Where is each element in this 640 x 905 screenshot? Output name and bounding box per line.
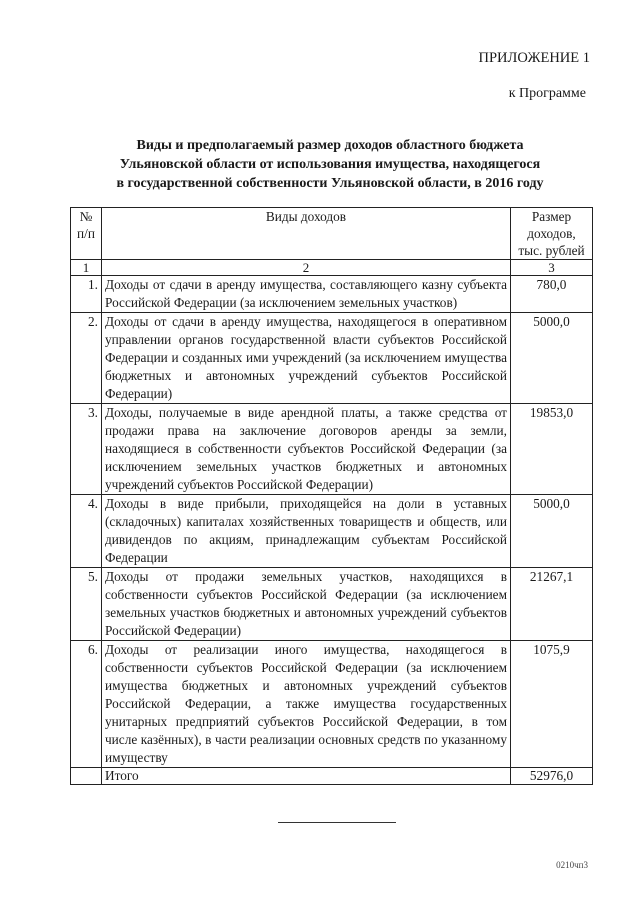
row-description: Доходы от сдачи в аренду имущества, составляющего казну субъекта Российской Федерации (за исключением земельных участков) (102, 276, 511, 313)
row-value: 5000,0 (511, 495, 593, 568)
header-size-line: доходов, (527, 226, 576, 241)
row-number: 5. (71, 568, 102, 641)
row-number: 6. (71, 641, 102, 768)
table-row (71, 568, 593, 641)
row-description: Доходы от продажи земельных участков, находящихся в собственности субъектов Российской Федерации (за исключением земельных участков бюджетных и автономных учреждений субъектов Российской Федерации) (102, 568, 511, 641)
income-table (70, 207, 593, 785)
row-description: Доходы, получаемые в виде арендной платы, а также средства от продажи права на заключение договоров аренды за земли, находящиеся в собственности субъектов Российской Федерации (за исключением земельных участков бюджетных и автономных учреждений субъектов Российской Федерации) (102, 404, 511, 495)
total-number-cell (71, 768, 102, 785)
column-index-row (71, 260, 593, 276)
row-value: 19853,0 (511, 404, 593, 495)
row-value: 1075,9 (511, 641, 593, 768)
column-index: 1 (71, 260, 102, 276)
total-value: 52976,0 (511, 768, 593, 785)
header-income-kind: Виды доходов (102, 208, 511, 260)
document-title (70, 136, 590, 193)
table-row (71, 495, 593, 568)
row-number: 4. (71, 495, 102, 568)
column-index: 2 (102, 260, 511, 276)
table-row (71, 404, 593, 495)
header-number-line: № (79, 209, 93, 224)
title-line: Виды и предполагаемый размер доходов областного бюджета (136, 138, 524, 153)
title-line: Ульяновской области от использования имущества, находящегося (119, 157, 541, 172)
table-row (71, 313, 593, 404)
total-row (71, 768, 593, 785)
row-number: 2. (71, 313, 102, 404)
header-size-line: тыс. рублей (518, 243, 585, 258)
header-number (71, 208, 102, 260)
header-size-line: Размер (531, 209, 572, 224)
signature-line (278, 822, 396, 823)
row-value: 780,0 (511, 276, 593, 313)
annex-label: ПРИЛОЖЕНИЕ 1 (478, 50, 590, 66)
title-line: в государственной собственности Ульяновской области, в 2016 году (116, 176, 544, 191)
table-header-row (71, 208, 593, 260)
header-income-size (511, 208, 593, 260)
row-value: 5000,0 (511, 313, 593, 404)
row-description: Доходы в виде прибыли, приходящейся на доли в уставных (складочных) капиталах хозяйственных товариществ и обществ, или дивидендов по акциям, принадлежащим субъектам Российской Федерации (102, 495, 511, 568)
header-number-line: п/п (77, 226, 95, 241)
row-description: Доходы от сдачи в аренду имущества, находящегося в оперативном управлении органов государственной власти субъектов Российской Федерации и созданных ими учреждений (за исключением имущества бюджетных и автономных учреждений субъектов Российской Федерации) (102, 313, 511, 404)
table-row (71, 276, 593, 313)
table-row (71, 641, 593, 768)
row-number: 3. (71, 404, 102, 495)
program-reference: к Программе (508, 86, 586, 101)
row-description: Доходы от реализации иного имущества, находящегося в собственности субъектов Российской Федерации (за исключением имущества бюджетных и автономных учреждений субъектов Российской Федерации, а также имущества государственных унитарных предприятий субъектов Российской Федерации, в том числе казённых), в части реализации основных средств по указанному имуществу (102, 641, 511, 768)
row-value: 21267,1 (511, 568, 593, 641)
total-label: Итого (102, 768, 511, 785)
row-number: 1. (71, 276, 102, 313)
document-number: 0210чп3 (556, 860, 588, 870)
column-index: 3 (511, 260, 593, 276)
